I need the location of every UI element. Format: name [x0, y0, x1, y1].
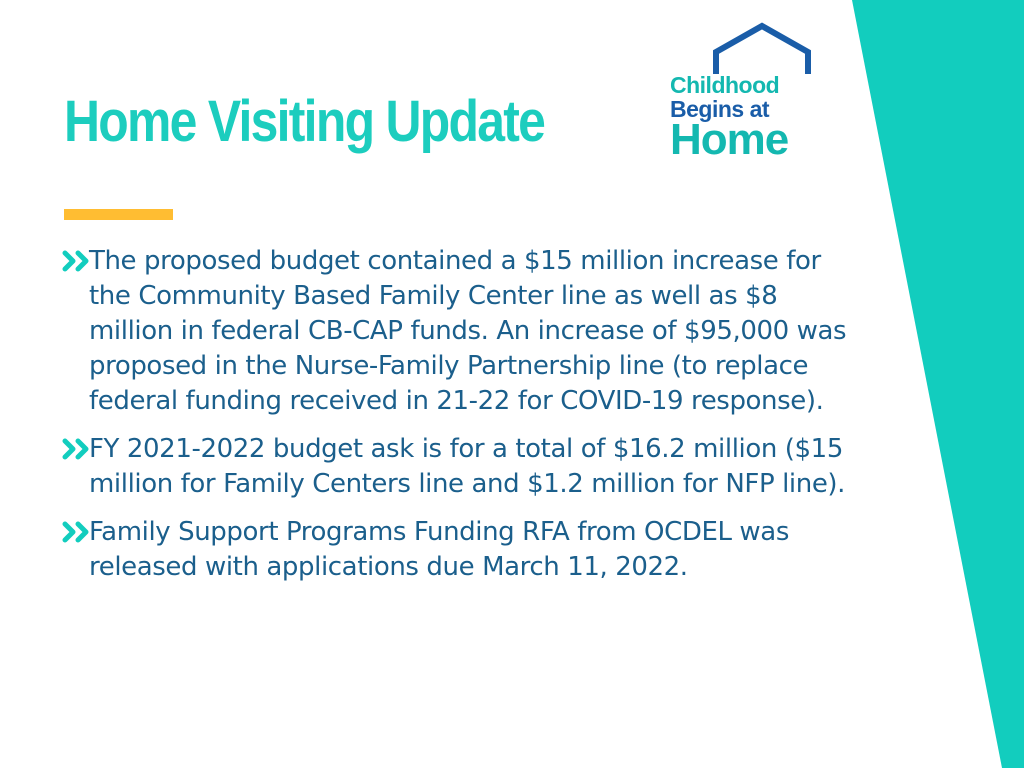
bullet-text: FY 2021-2022 budget ask is for a total of $16.2 million ($15 million for Family Centers line and $1.2 million for NFP line). [89, 434, 846, 499]
list-item [60, 244, 860, 419]
double-chevron-right-icon [62, 438, 94, 460]
double-chevron-right-icon [62, 250, 94, 272]
slide-title: Home Visiting Update [64, 89, 545, 154]
list-item [60, 515, 860, 585]
list-item [60, 432, 860, 502]
accent-bar [64, 209, 173, 220]
logo-line-2: Begins at [670, 96, 770, 122]
bullet-list [60, 244, 860, 598]
childhood-begins-at-home-logo [670, 22, 820, 162]
bullet-text: Family Support Programs Funding RFA from OCDEL was released with applications due March 11, 2022. [89, 517, 789, 582]
teal-band-shape [852, 0, 1024, 768]
logo-line-3: Home [670, 115, 789, 164]
double-chevron-right-icon [62, 521, 94, 543]
house-roof-icon [710, 22, 814, 78]
bullet-text: The proposed budget contained a $15 million increase for the Community Based Family Center line as well as $8 million in federal CB-CAP funds. An increase of $95,000 was proposed in the Nurse-Family Partnership line (to replace federal funding received in 21-22 for COVID-19 response). [89, 246, 847, 416]
logo-line-1: Childhood [670, 72, 780, 98]
